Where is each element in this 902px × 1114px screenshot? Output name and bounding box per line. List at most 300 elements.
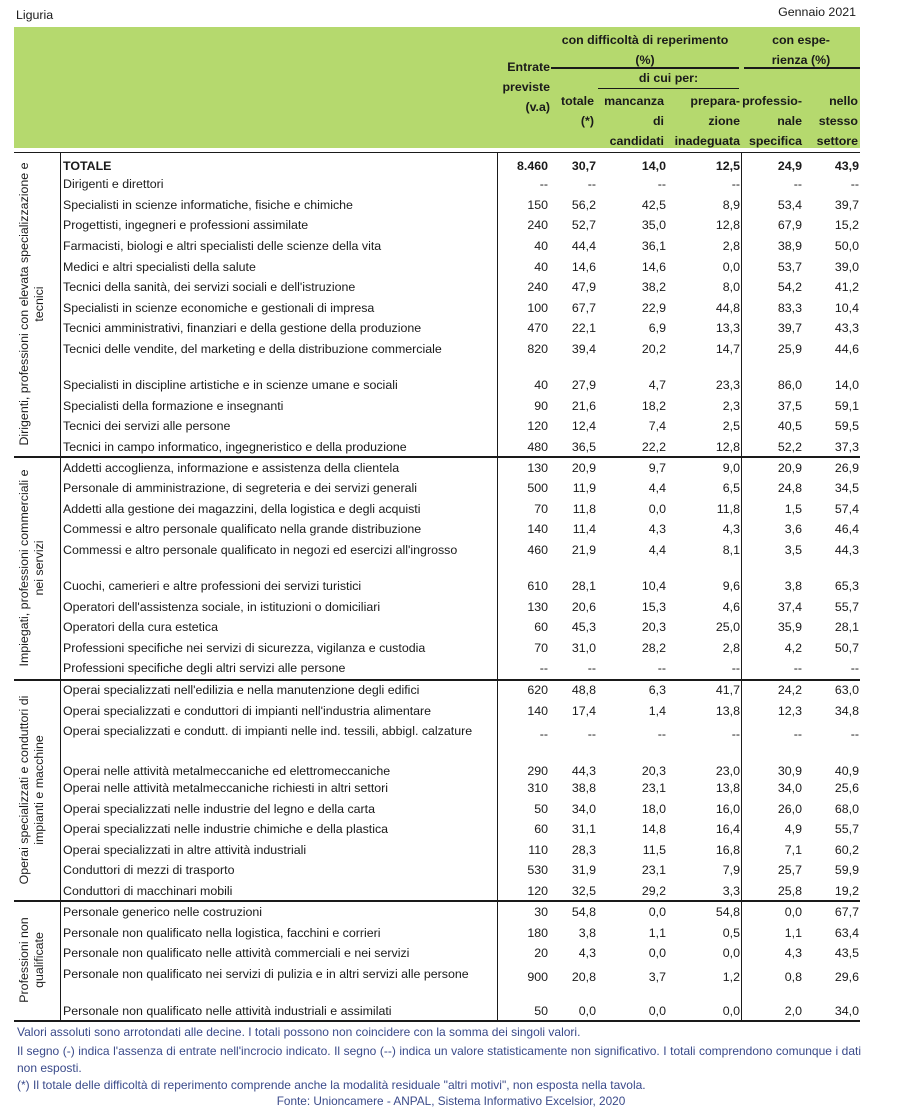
settore-value: 59,9 (834, 863, 859, 877)
professionale-value: -- (793, 177, 802, 191)
totale-value: 20,6 (571, 600, 596, 614)
header-dicuiper: di cui per: (638, 71, 699, 85)
row-label: Addetti alla gestione dei magazzini, della logistica e degli acquisti (63, 502, 421, 516)
settore-value: 39,7 (834, 198, 859, 212)
settore-value: 15,2 (834, 218, 859, 232)
settore-value: 40,9 (834, 764, 859, 778)
totale-value: 38,8 (571, 781, 596, 795)
preparazione-value: 0,0 (722, 260, 740, 274)
mancanza-value: 14,0 (641, 159, 666, 173)
row-label: Specialisti della formazione e insegnanti (63, 399, 284, 413)
mancanza-value: 10,4 (641, 579, 666, 593)
professionale-value: 25,9 (777, 342, 802, 356)
totale-value: 11,4 (572, 522, 596, 536)
settore-value: 43,5 (834, 946, 859, 960)
row-label: TOTALE (63, 159, 112, 173)
section-divider (14, 900, 860, 902)
entrate-value: 60 (534, 822, 548, 836)
section-label (17, 152, 46, 456)
entrate-value: 40 (534, 260, 548, 274)
settore-value: 55,7 (834, 822, 859, 836)
row-label: Tecnici delle vendite, del marketing e della distribuzione commerciale (63, 342, 442, 356)
professionale-value: 40,5 (777, 419, 802, 433)
mancanza-value: 20,2 (641, 342, 666, 356)
entrate-value: 620 (527, 683, 548, 697)
preparazione-value: 11,8 (716, 502, 740, 516)
professionale-value: 52,2 (777, 440, 802, 454)
professionale-value: 1,5 (784, 502, 802, 516)
section-label-text: Impiegati, professioni commerciali e nei servizi (17, 469, 46, 666)
entrate-value: -- (539, 177, 548, 191)
professionale-value: 67,9 (777, 218, 802, 232)
totale-value: 47,9 (571, 280, 596, 294)
preparazione-value: 41,7 (715, 683, 740, 697)
preparazione-value: 1,2 (722, 970, 740, 984)
entrate-value: 140 (527, 704, 548, 718)
mancanza-value: 18,2 (641, 399, 666, 413)
entrate-value: 120 (527, 884, 548, 898)
professionale-value: 4,2 (784, 641, 802, 655)
mancanza-value: 22,9 (641, 301, 666, 315)
section-label (17, 679, 46, 900)
entrate-value: 70 (534, 641, 548, 655)
row-label: Operatori dell'assistenza sociale, in istituzioni o domiciliari (63, 600, 381, 614)
row-label: Cuochi, camerieri e altre professioni dei servizi turistici (63, 579, 362, 593)
professionale-value: 25,8 (777, 884, 802, 898)
region-label: Liguria (16, 8, 54, 22)
row-label: Specialisti in discipline artistiche e in scienze umane e sociali (63, 378, 398, 392)
entrate-value: 120 (527, 419, 548, 433)
mancanza-value: 1,4 (648, 704, 666, 718)
preparazione-value: 13,3 (715, 321, 740, 335)
settore-value: 50,0 (834, 239, 859, 253)
professionale-value: 3,8 (784, 579, 802, 593)
row-label: Professioni specifiche degli altri servizi alle persone (63, 661, 346, 675)
professionale-value: 4,3 (784, 946, 802, 960)
section-label-text: Dirigenti, professioni con elevata specializzazione e tecnici (17, 162, 46, 446)
totale-value: 27,9 (571, 378, 596, 392)
entrate-value: 140 (527, 522, 548, 536)
note-source: Fonte: Unioncamere - ANPAL, Sistema Informativo Excelsior, 2020 (276, 1094, 626, 1108)
mancanza-value: -- (657, 177, 666, 191)
preparazione-value: 23,0 (715, 764, 740, 778)
entrate-value: 530 (527, 863, 548, 877)
mancanza-value: 11,5 (642, 843, 666, 857)
entrate-value: 40 (534, 239, 548, 253)
note-signs: Il segno (-) indica l'assenza di entrate nell'incrocio indicato. Il segno (--) indica un valore statisticamente non significativo. I totali comprendono comunque i dati non esposti. (17, 1044, 861, 1075)
preparazione-value: 54,8 (715, 905, 740, 919)
mancanza-value: 4,4 (648, 481, 666, 495)
professionale-value: 38,9 (777, 239, 802, 253)
professionale-value: 37,5 (777, 399, 802, 413)
mancanza-value: 35,0 (641, 218, 666, 232)
mancanza-value: 6,3 (648, 683, 666, 697)
entrate-value: 240 (527, 218, 548, 232)
preparazione-value: 25,0 (715, 620, 740, 634)
row-label: Personale di amministrazione, di segreteria e dei servizi generali (63, 481, 417, 495)
date-label: Gennaio 2021 (778, 5, 856, 19)
entrate-value: 40 (534, 378, 548, 392)
totale-value: 56,2 (571, 198, 596, 212)
professionale-value: 39,7 (777, 321, 802, 335)
totale-value: 34,0 (571, 802, 596, 816)
totale-value: 48,8 (571, 683, 596, 697)
settore-value: 28,1 (834, 620, 859, 634)
professionale-value: 1,1 (784, 926, 802, 940)
mancanza-value: 28,2 (641, 641, 666, 655)
preparazione-value: 8,1 (722, 543, 740, 557)
row-label: Conduttori di mezzi di trasporto (63, 863, 235, 877)
preparazione-value: 16,0 (715, 802, 740, 816)
settore-value: 34,5 (834, 481, 859, 495)
professionale-value: 37,4 (777, 600, 802, 614)
header-professionale: professio- nale specifica (742, 94, 802, 148)
mancanza-value: 7,4 (648, 419, 666, 433)
preparazione-value: 2,5 (722, 419, 740, 433)
settore-value: 50,7 (834, 641, 859, 655)
settore-value: 19,2 (834, 884, 859, 898)
totale-value: 11,8 (572, 502, 596, 516)
row-label: Operai specializzati nelle industrie chimiche e della plastica (63, 822, 389, 836)
mancanza-value: 1,1 (648, 926, 666, 940)
row-label: Commessi e altro personale qualificato in negozi ed esercizi all'ingrosso (63, 543, 458, 557)
section-label-text: Professioni non qualificate (17, 917, 46, 1003)
totale-value: 22,1 (571, 321, 596, 335)
entrate-value: 130 (527, 600, 548, 614)
entrate-value: 150 (527, 198, 548, 212)
row-label: Addetti accoglienza, informazione e assistenza della clientela (63, 461, 400, 475)
column-divider (60, 152, 61, 1020)
row-label: Conduttori di macchinari mobili (63, 884, 233, 898)
row-label: Operai specializzati nell'edilizia e nella manutenzione degli edifici (63, 683, 420, 697)
row-label: Operatori della cura estetica (63, 620, 218, 634)
row-label: Operai specializzati e condutt. di impianti nelle ind. tessili, abbigl. calzature (63, 724, 473, 738)
entrate-value: 480 (527, 440, 548, 454)
header-mancanza: mancanza di candidati (604, 94, 664, 148)
mancanza-value: 14,8 (641, 822, 666, 836)
settore-value: 65,3 (834, 579, 859, 593)
preparazione-value: 3,3 (722, 884, 740, 898)
mancanza-value: 0,0 (648, 502, 666, 516)
preparazione-value: 12,8 (715, 440, 740, 454)
preparazione-value: 12,8 (715, 218, 740, 232)
preparazione-value: 0,0 (722, 946, 740, 960)
settore-value: 44,6 (834, 342, 859, 356)
entrate-value: 30 (534, 905, 548, 919)
preparazione-value: -- (731, 177, 740, 191)
totale-value: 20,9 (571, 461, 596, 475)
settore-value: 67,7 (834, 905, 859, 919)
preparazione-value: 0,0 (722, 1004, 740, 1018)
row-label: Specialisti in scienze economiche e gestionali di impresa (63, 301, 375, 315)
professionale-value: 12,3 (777, 704, 802, 718)
professionale-value: 20,9 (777, 461, 802, 475)
professionale-value: 24,9 (777, 159, 802, 173)
totale-value: 21,9 (571, 543, 596, 557)
row-label: Operai specializzati in altre attività industriali (63, 843, 307, 857)
mancanza-value: -- (657, 727, 666, 741)
entrate-value: 100 (527, 301, 548, 315)
preparazione-value: 9,6 (722, 579, 740, 593)
settore-value: 63,4 (834, 926, 859, 940)
totale-value: 21,6 (571, 399, 596, 413)
row-label: Tecnici amministrativi, finanziari e della gestione della produzione (63, 321, 422, 335)
entrate-value: 50 (534, 1004, 548, 1018)
totale-value: 28,3 (571, 843, 596, 857)
totale-value: 39,4 (571, 342, 596, 356)
preparazione-value: 13,8 (715, 781, 740, 795)
settore-value: 37,3 (834, 440, 859, 454)
section-divider (14, 679, 860, 681)
professionale-value: 3,6 (784, 522, 802, 536)
preparazione-value: 14,7 (715, 342, 740, 356)
professionale-value: 34,0 (777, 781, 802, 795)
settore-value: 25,6 (834, 781, 859, 795)
totale-value: 17,4 (571, 704, 596, 718)
entrate-value: 130 (527, 461, 548, 475)
totale-value: 30,7 (571, 159, 596, 173)
header-rule-esperienza (744, 67, 860, 69)
mancanza-value: 23,1 (641, 781, 666, 795)
preparazione-value: 0,5 (722, 926, 740, 940)
professionale-value: 3,5 (784, 543, 802, 557)
professionale-value: 24,2 (777, 683, 802, 697)
totale-value: 45,3 (571, 620, 596, 634)
totale-value: 12,4 (571, 419, 596, 433)
totale-value: 44,4 (571, 239, 596, 253)
totale-value: 14,6 (571, 260, 596, 274)
professionale-value: 24,8 (777, 481, 802, 495)
mancanza-value: 23,1 (641, 863, 666, 877)
section-label (17, 456, 46, 679)
settore-value: 46,4 (834, 522, 859, 536)
preparazione-value: 2,3 (722, 399, 740, 413)
row-label: Commessi e altro personale qualificato nella grande distribuzione (63, 522, 422, 536)
row-label: Personale non qualificato nelle attività industriali e assimilati (63, 1004, 392, 1018)
row-label: Personale non qualificato nelle attività commerciali e nei servizi (63, 946, 410, 960)
settore-value: 29,6 (834, 970, 859, 984)
row-label: Personale non qualificato nei servizi di pulizia e in altri servizi alle persone (63, 967, 469, 981)
row-label: Operai specializzati e conduttori di impianti nell'industria alimentare (63, 704, 432, 718)
mancanza-value: 0,0 (648, 1004, 666, 1018)
entrate-value: 610 (527, 579, 548, 593)
settore-value: 14,0 (834, 378, 859, 392)
professionale-value: 86,0 (777, 378, 802, 392)
entrate-value: 500 (527, 481, 548, 495)
preparazione-value: 12,5 (715, 159, 740, 173)
section-divider (14, 152, 860, 153)
header-preparazione: prepara- zione inadeguata (674, 94, 740, 148)
settore-value: 43,3 (834, 321, 859, 335)
preparazione-value: 4,6 (722, 600, 740, 614)
row-label: Farmacisti, biologi e altri specialisti delle scienze della vita (63, 239, 382, 253)
row-label: Tecnici in campo informatico, ingegneristico e della produzione (63, 440, 407, 454)
entrate-value: 180 (527, 926, 548, 940)
row-label: Specialisti in scienze informatiche, fisiche e chimiche (63, 198, 353, 212)
entrate-value: 20 (534, 946, 548, 960)
preparazione-value: 16,4 (715, 822, 740, 836)
totale-value: 32,5 (571, 884, 596, 898)
row-label: Personale generico nelle costruzioni (63, 905, 263, 919)
preparazione-value: 8,9 (722, 198, 740, 212)
entrate-value: 70 (534, 502, 548, 516)
entrate-value: 50 (534, 802, 548, 816)
settore-value: 63,0 (834, 683, 859, 697)
row-label: Progettisti, ingegneri e professioni assimilate (63, 218, 309, 232)
mancanza-value: 3,7 (648, 970, 666, 984)
entrate-value: 460 (527, 543, 548, 557)
entrate-value: 900 (527, 970, 548, 984)
professionale-value: 26,0 (777, 802, 802, 816)
preparazione-value: 4,3 (722, 522, 740, 536)
entrate-value: 290 (527, 764, 548, 778)
mancanza-value: 18,0 (641, 802, 666, 816)
mancanza-value: 20,3 (641, 620, 666, 634)
mancanza-value: 0,0 (648, 905, 666, 919)
settore-value: 34,8 (834, 704, 859, 718)
settore-value: 59,1 (834, 399, 859, 413)
settore-value: 10,4 (834, 301, 859, 315)
preparazione-value: 8,0 (722, 280, 740, 294)
professionale-value: 35,9 (777, 620, 802, 634)
totale-value: -- (587, 177, 596, 191)
header-esperienza: con espe- rienza (%) (771, 33, 831, 67)
row-label: Tecnici della sanità, dei servizi sociali e dell'istruzione (63, 280, 356, 294)
section-divider (14, 456, 860, 458)
note-totale: (*) Il totale delle difficoltà di reperimento comprende anche la modalità residuale "altri motivi", non esposta nella tavola. (17, 1078, 646, 1092)
mancanza-value: 6,9 (648, 321, 666, 335)
section-label (17, 900, 46, 1020)
mancanza-value: 29,2 (641, 884, 666, 898)
professionale-value: 0,0 (784, 905, 802, 919)
preparazione-value: 2,8 (722, 239, 740, 253)
preparazione-value: 7,9 (722, 863, 740, 877)
entrate-value: 310 (527, 781, 548, 795)
totale-value: 20,8 (571, 970, 596, 984)
header-entrate: Entrate previste (v.a) (502, 60, 550, 114)
mancanza-value: 4,3 (648, 522, 666, 536)
header-difficolta: con difficoltà di reperimento (%) (561, 33, 729, 67)
professionale-value: -- (793, 661, 802, 675)
totale-value: 31,9 (571, 863, 596, 877)
settore-value: -- (850, 661, 859, 675)
preparazione-value: 16,8 (715, 843, 740, 857)
mancanza-value: 4,7 (648, 378, 666, 392)
professionale-value: 53,7 (777, 260, 802, 274)
settore-value: 68,0 (834, 802, 859, 816)
preparazione-value: 44,8 (715, 301, 740, 315)
totale-value: 44,3 (571, 764, 596, 778)
totale-value: -- (587, 661, 596, 675)
mancanza-value: 36,1 (641, 239, 666, 253)
settore-value: 57,4 (834, 502, 859, 516)
section-divider (14, 1020, 860, 1022)
entrate-value: -- (539, 661, 548, 675)
professionale-value: 2,0 (784, 1004, 802, 1018)
settore-value: 60,2 (834, 843, 859, 857)
entrate-value: 90 (534, 399, 548, 413)
mancanza-value: 15,3 (641, 600, 666, 614)
entrate-value: 240 (527, 280, 548, 294)
preparazione-value: 2,8 (722, 641, 740, 655)
mancanza-value: 9,7 (648, 461, 666, 475)
mancanza-value: 22,2 (641, 440, 666, 454)
row-label: Operai specializzati nelle industrie del legno e della carta (63, 802, 376, 816)
totale-value: -- (587, 727, 596, 741)
row-label: Medici e altri specialisti della salute (63, 260, 256, 274)
note-rounding: Valori assoluti sono arrotondati alle decine. I totali possono non coincidere con la somma dei singoli valori. (17, 1025, 581, 1039)
totale-value: 4,3 (578, 946, 596, 960)
preparazione-value: -- (731, 727, 740, 741)
preparazione-value: 6,5 (722, 481, 740, 495)
entrate-value: 110 (528, 843, 548, 857)
preparazione-value: -- (731, 661, 740, 675)
totale-value: 67,7 (571, 301, 596, 315)
totale-value: 11,9 (572, 481, 596, 495)
entrate-value: 470 (527, 321, 548, 335)
entrate-value: -- (539, 727, 548, 741)
entrate-value: 60 (534, 620, 548, 634)
row-label: Tecnici dei servizi alle persone (63, 419, 231, 433)
preparazione-value: 13,8 (715, 704, 740, 718)
settore-value: 26,9 (834, 461, 859, 475)
totale-value: 0,0 (578, 1004, 596, 1018)
mancanza-value: 38,2 (641, 280, 666, 294)
professionale-value: 4,9 (784, 822, 802, 836)
settore-value: 44,3 (834, 543, 859, 557)
professionale-value: 25,7 (777, 863, 802, 877)
mancanza-value: -- (657, 661, 666, 675)
mancanza-value: 42,5 (641, 198, 666, 212)
totale-value: 28,1 (571, 579, 596, 593)
professionale-value: 54,2 (777, 280, 802, 294)
settore-value: -- (850, 177, 859, 191)
row-label: Dirigenti e direttori (63, 177, 164, 191)
settore-value: 41,2 (834, 280, 859, 294)
settore-value: 43,9 (834, 159, 859, 173)
settore-value: 34,0 (834, 1004, 859, 1018)
mancanza-value: 4,4 (648, 543, 666, 557)
totale-value: 31,0 (571, 641, 596, 655)
row-label: Personale non qualificato nella logistica, facchini e corrieri (63, 926, 381, 940)
totale-value: 31,1 (571, 822, 596, 836)
mancanza-value: 14,6 (641, 260, 666, 274)
professionale-value: -- (793, 727, 802, 741)
settore-value: -- (850, 727, 859, 741)
professionale-value: 53,4 (777, 198, 802, 212)
professionale-value: 0,8 (784, 970, 802, 984)
entrate-value: 820 (527, 342, 548, 356)
settore-value: 55,7 (834, 600, 859, 614)
preparazione-value: 9,0 (722, 461, 740, 475)
entrate-value: 8.460 (516, 159, 548, 173)
professionale-value: 7,1 (784, 843, 802, 857)
settore-value: 59,5 (834, 419, 859, 433)
section-label-text: Operai specializzati e conduttori di impianti e macchine (17, 695, 46, 884)
mancanza-value: 0,0 (648, 946, 666, 960)
row-label: Operai nelle attività metalmeccaniche ed elettromeccaniche (63, 764, 391, 778)
professionale-value: 30,9 (777, 764, 802, 778)
totale-value: 3,8 (578, 926, 596, 940)
row-label: Operai nelle attività metalmeccaniche richiesti in altri settori (63, 781, 389, 795)
professionale-value: 83,3 (777, 301, 802, 315)
totale-value: 52,7 (571, 218, 596, 232)
header-totale: totale (*) (560, 94, 594, 128)
header-rule-dicuiper (598, 88, 739, 89)
header-settore: nello stesso settore (816, 94, 858, 148)
row-label: Professioni specifiche nei servizi di sicurezza, vigilanza e custodia (63, 641, 426, 655)
totale-value: 54,8 (571, 905, 596, 919)
